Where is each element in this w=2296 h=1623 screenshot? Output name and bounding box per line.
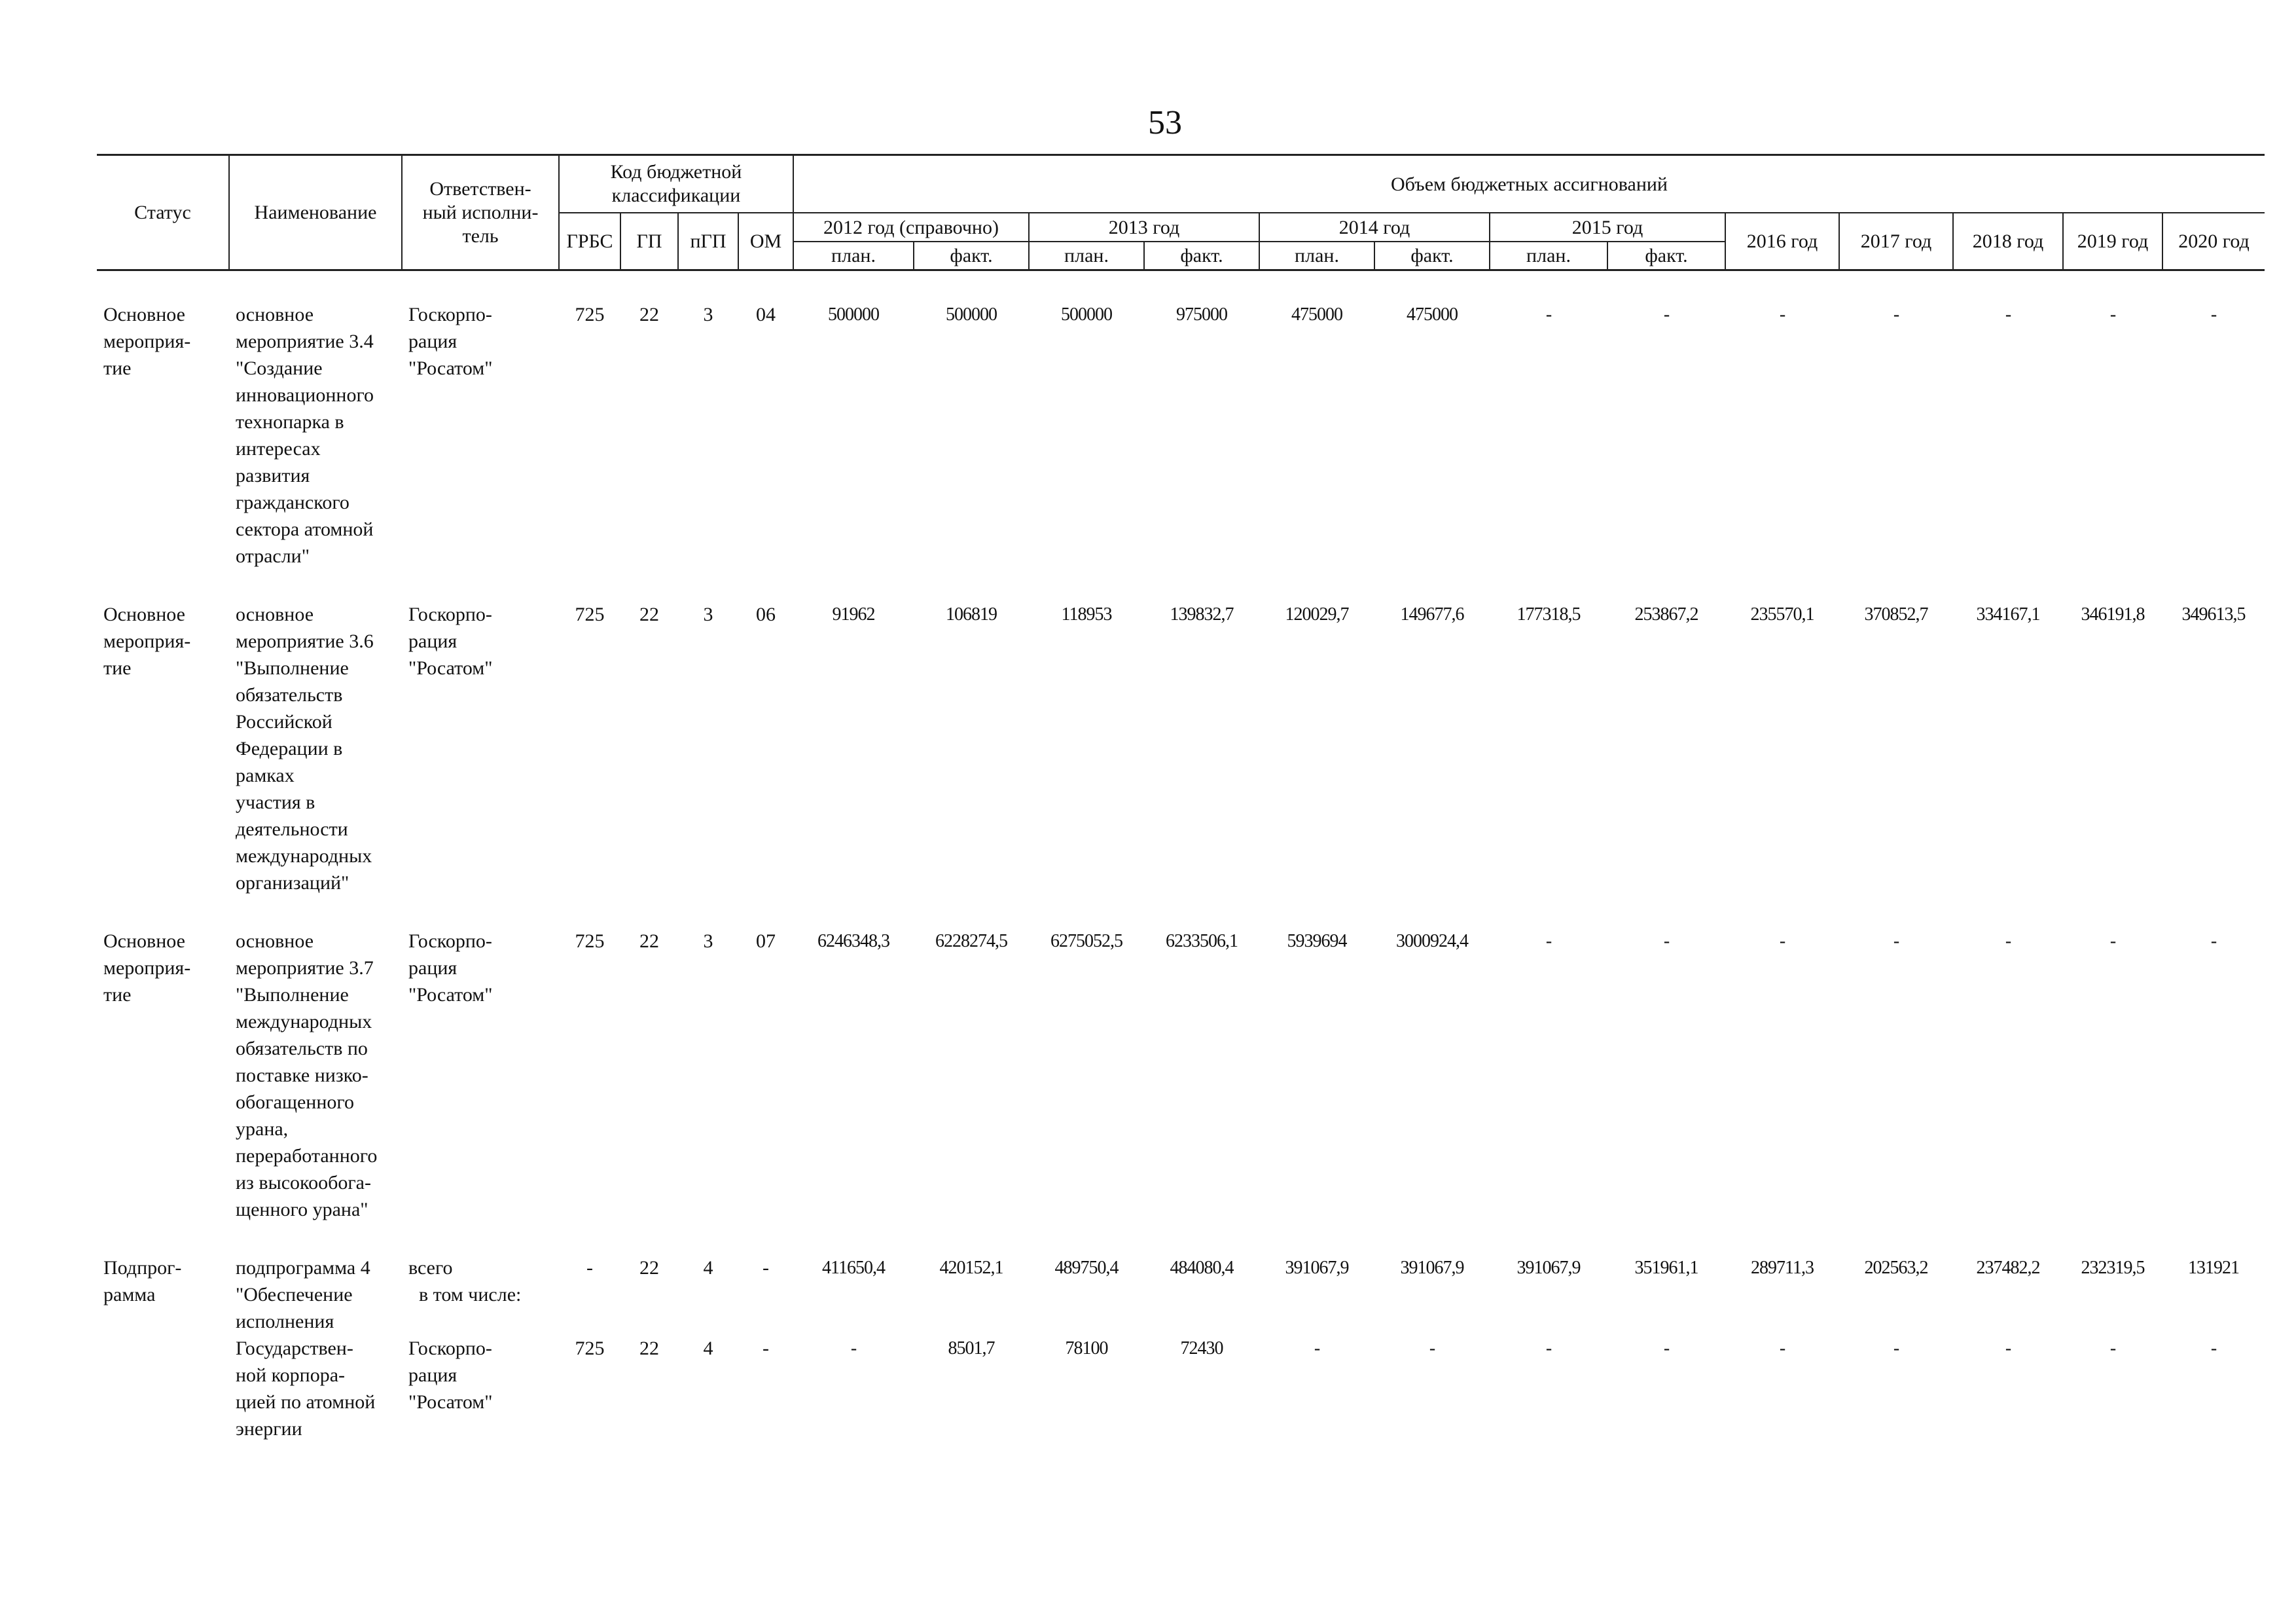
row-om: - — [762, 1257, 769, 1279]
value-2014-fact: 475000 — [1407, 304, 1458, 325]
value-2012-plan: 6246348,3 — [817, 931, 889, 951]
table-row — [97, 928, 2265, 1223]
value-2012-fact: 106819 — [946, 604, 997, 625]
value-2015-fact: - — [1663, 931, 1670, 951]
header-year-2014: 2014 год — [1259, 213, 1490, 242]
table-row — [97, 601, 2265, 896]
row-responsible — [402, 1254, 559, 1335]
value-2016: 235570,1 — [1750, 604, 1814, 625]
header-name: Наименование — [229, 155, 402, 270]
row-grbs: 725 — [575, 930, 605, 952]
row-status: Основное мероприя- тие — [103, 604, 191, 679]
value-2015-plan: - — [1545, 304, 1552, 325]
header-2014-plan: план. — [1259, 242, 1374, 270]
value-2014-fact: - — [1429, 1338, 1435, 1359]
header-grbs: ГРБС — [559, 213, 620, 270]
value-2019: - — [2109, 931, 2116, 951]
value-2014-fact: 391067,9 — [1400, 1258, 1464, 1278]
row-pgp: 3 — [703, 604, 713, 625]
value-2014-plan: - — [1314, 1338, 1320, 1359]
value-2019: 232319,5 — [2081, 1258, 2145, 1278]
header-year-2019: 2019 год — [2063, 213, 2162, 270]
row-gp: 22 — [639, 1257, 659, 1279]
header-year-2012: 2012 год (справочно) — [793, 213, 1029, 242]
value-2012-fact: 8501,7 — [948, 1338, 995, 1359]
header-2015-plan: план. — [1490, 242, 1607, 270]
value-2016: - — [1779, 931, 1785, 951]
row-responsible-total: всего — [408, 1257, 453, 1279]
value-2013-fact: 484080,4 — [1170, 1258, 1234, 1278]
row-name: основное мероприятие 3.6 "Выполнение обязательств Российской Федерации в рамках участия в деятельности международных организаций" — [236, 604, 374, 894]
value-2012-plan: 91962 — [832, 604, 875, 625]
header-year-2017: 2017 год — [1839, 213, 1953, 270]
value-2013-fact: 139832,7 — [1170, 604, 1234, 625]
header-2012-fact: факт. — [914, 242, 1029, 270]
header-year-2018: 2018 год — [1953, 213, 2063, 270]
table-row — [97, 301, 2265, 570]
value-2019: - — [2109, 304, 2116, 325]
header-2013-fact: факт. — [1144, 242, 1259, 270]
value-2017: 202563,2 — [1864, 1258, 1928, 1278]
header-2013-plan: план. — [1029, 242, 1144, 270]
row-pgp: 3 — [703, 304, 713, 325]
table-row — [97, 1254, 2265, 1335]
value-2017: - — [1893, 304, 1899, 325]
row-om: 07 — [756, 930, 776, 952]
header-pgp: пГП — [678, 213, 738, 270]
value-2014-fact: 149677,6 — [1400, 604, 1464, 625]
value-2016: - — [1779, 1338, 1785, 1359]
row-status: Основное мероприя- тие — [103, 304, 191, 379]
row-status: Подпрог- рамма — [103, 1257, 182, 1305]
row-status: Основное мероприя- тие — [103, 930, 191, 1006]
value-2020: - — [2210, 1338, 2217, 1359]
page-number: 53 — [1148, 104, 1182, 141]
value-2015-plan: 177318,5 — [1516, 604, 1581, 625]
value-2015-plan: - — [1545, 1338, 1552, 1359]
row-responsible-including: в том числе: — [419, 1284, 522, 1305]
value-2012-fact: 420152,1 — [939, 1258, 1003, 1278]
value-2013-fact: 975000 — [1176, 304, 1227, 325]
header-year-2020: 2020 год — [2162, 213, 2265, 270]
row-pgp: 3 — [703, 930, 713, 952]
row-grbs: 725 — [575, 604, 605, 625]
row-name: подпрограмма 4 "Обеспечение исполнения — [236, 1257, 370, 1332]
row-pgp: 4 — [703, 1257, 713, 1279]
row-om: 06 — [756, 604, 776, 625]
row-name: Государствен- ной корпора- цией по атомной энергии — [236, 1338, 376, 1440]
header-budget-volume: Объем бюджетных ассигнований — [793, 155, 2265, 213]
value-2014-plan: 5939694 — [1287, 931, 1347, 951]
value-2014-fact: 3000924,4 — [1396, 931, 1468, 951]
row-responsible: Госкорпо- рация "Росатом" — [408, 930, 493, 1006]
value-2012-plan: 411650,4 — [822, 1258, 885, 1278]
header-2015-fact: факт. — [1607, 242, 1725, 270]
row-status — [97, 1335, 229, 1442]
row-om: - — [762, 1338, 769, 1359]
value-2020: - — [2210, 304, 2217, 325]
value-2015-plan: - — [1545, 931, 1552, 951]
value-2017: - — [1893, 1338, 1899, 1359]
value-2013-plan: 489750,4 — [1054, 1258, 1119, 1278]
value-2013-plan: 6275052,5 — [1050, 931, 1122, 951]
value-2013-plan: 118953 — [1061, 604, 1112, 625]
value-2013-plan: 500000 — [1061, 304, 1112, 325]
header-year-2016: 2016 год — [1725, 213, 1839, 270]
value-2020: 349613,5 — [2181, 604, 2246, 625]
row-responsible: Госкорпо- рация "Росатом" — [408, 1338, 493, 1413]
row-grbs: 725 — [575, 304, 605, 325]
value-2016: 289711,3 — [1751, 1258, 1814, 1278]
value-2012-fact: 6228274,5 — [935, 931, 1007, 951]
value-2012-fact: 500000 — [946, 304, 997, 325]
header-responsible: Ответствен- ный исполни- тель — [402, 155, 559, 270]
value-2018: - — [2005, 1338, 2011, 1359]
value-2016: - — [1779, 304, 1785, 325]
row-grbs: 725 — [575, 1338, 605, 1359]
value-2019: 346191,8 — [2081, 604, 2145, 625]
value-2015-fact: - — [1663, 1338, 1670, 1359]
value-2019: - — [2109, 1338, 2116, 1359]
row-name: основное мероприятие 3.7 "Выполнение международных обязательств по поставке низко- обогащенного урана, переработанного из высокообога- щенного урана" — [236, 930, 378, 1220]
value-2012-plan: 500000 — [828, 304, 879, 325]
row-gp: 22 — [639, 930, 659, 952]
header-status: Статус — [97, 155, 229, 270]
value-2018: - — [2005, 931, 2011, 951]
value-2014-plan: 475000 — [1291, 304, 1342, 325]
value-2018: 334167,1 — [1976, 604, 2040, 625]
value-2015-plan: 391067,9 — [1516, 1258, 1581, 1278]
row-gp: 22 — [639, 304, 659, 325]
row-grbs: - — [586, 1257, 593, 1279]
value-2013-plan: 78100 — [1065, 1338, 1108, 1359]
table-body — [97, 270, 2265, 1443]
value-2015-fact: 351961,1 — [1634, 1258, 1698, 1278]
header-gp: ГП — [620, 213, 678, 270]
value-2017: - — [1893, 931, 1899, 951]
row-gp: 22 — [639, 1338, 659, 1359]
header-om: ОМ — [738, 213, 793, 270]
value-2015-fact: - — [1663, 304, 1670, 325]
value-2012-plan: - — [850, 1338, 857, 1359]
value-2015-fact: 253867,2 — [1634, 604, 1698, 625]
value-2013-fact: 6233506,1 — [1166, 931, 1238, 951]
row-pgp: 4 — [703, 1338, 713, 1359]
header-2012-plan: план. — [793, 242, 914, 270]
row-om: 04 — [756, 304, 776, 325]
row-responsible: Госкорпо- рация "Росатом" — [408, 604, 493, 679]
value-2018: 237482,2 — [1976, 1258, 2040, 1278]
header-year-2015: 2015 год — [1490, 213, 1725, 242]
value-2014-plan: 391067,9 — [1285, 1258, 1349, 1278]
value-2013-fact: 72430 — [1180, 1338, 1223, 1359]
row-name: основное мероприятие 3.4 "Создание инновационного технопарка в интересах развития гражданского сектора атомной отрасли" — [236, 304, 374, 567]
row-gp: 22 — [639, 604, 659, 625]
table-header — [97, 155, 2265, 270]
value-2020: 131921 — [2188, 1258, 2239, 1278]
header-budget-code: Код бюджетной классификации — [559, 155, 793, 213]
value-2020: - — [2210, 931, 2217, 951]
value-2014-plan: 120029,7 — [1285, 604, 1349, 625]
table-row — [97, 1335, 2265, 1442]
budget-allocation-table — [97, 154, 2265, 1442]
row-responsible: Госкорпо- рация "Росатом" — [408, 304, 493, 379]
value-2017: 370852,7 — [1864, 604, 1928, 625]
header-2014-fact: факт. — [1374, 242, 1490, 270]
value-2018: - — [2005, 304, 2011, 325]
header-year-2013: 2013 год — [1029, 213, 1259, 242]
